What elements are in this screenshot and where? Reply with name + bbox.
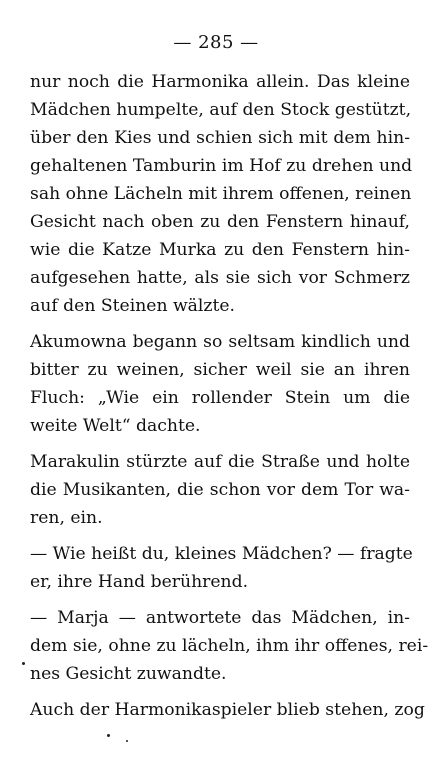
text-line: nur noch die Harmonika allein. Das kleine	[30, 72, 410, 92]
text-line: Mädchen humpelte, auf den Stock gestützt,	[30, 100, 412, 120]
text-line: über den Kies und schien sich mit dem hin-	[30, 128, 410, 148]
text-line: Fluch: „Wie ein rollender Stein um die	[30, 388, 410, 408]
text-line: aufgesehen hatte, als sie sich vor Schmerz	[30, 268, 410, 288]
text-line: — Marja — antwortete das Mädchen, in-	[30, 608, 410, 628]
page-number: — 285 —	[173, 32, 259, 53]
text-line: Gesicht nach oben zu den Fenstern hinauf,	[30, 212, 410, 232]
text-line: ren, ein.	[30, 508, 103, 528]
paragraph-1	[30, 68, 413, 320]
text-line: Marakulin stürzte auf die Straße und holte	[30, 452, 410, 472]
text-line: bitter zu weinen, sicher weil sie an ihren	[30, 360, 410, 380]
text-line: sah ohne Lächeln mit ihrem offenen, reinen	[30, 184, 412, 204]
text-line: dem sie, ohne zu lächeln, ihm ihr offenes, rei-	[30, 636, 429, 656]
text-line: nes Gesicht zuwandte.	[30, 664, 227, 684]
paragraph-5	[30, 604, 429, 688]
paragraph-2	[30, 328, 410, 440]
text-line: — Wie heißt du, kleines Mädchen? — fragte	[30, 544, 413, 564]
paragraph-4	[30, 540, 413, 596]
text-line: gehaltenen Tamburin im Hof zu drehen und	[30, 156, 413, 176]
text-line: wie die Katze Murka zu den Fenstern hin-	[30, 240, 410, 260]
text-line: weite Welt“ dachte.	[30, 416, 201, 436]
text-line: Auch der Harmonikaspieler blieb stehen, zog	[30, 700, 425, 720]
paragraph-6	[30, 696, 425, 724]
paragraph-3	[30, 448, 410, 532]
body-text	[30, 68, 429, 724]
text-line: die Musikanten, die schon vor dem Tor wa-	[30, 480, 410, 500]
text-line: auf den Steinen wälzte.	[30, 296, 236, 316]
scan-speck	[22, 662, 25, 665]
text-line: er, ihre Hand berührend.	[30, 572, 249, 592]
scan-speck	[107, 734, 110, 737]
text-line: Akumowna begann so seltsam kindlich und	[30, 332, 410, 352]
scan-speck	[126, 740, 128, 742]
